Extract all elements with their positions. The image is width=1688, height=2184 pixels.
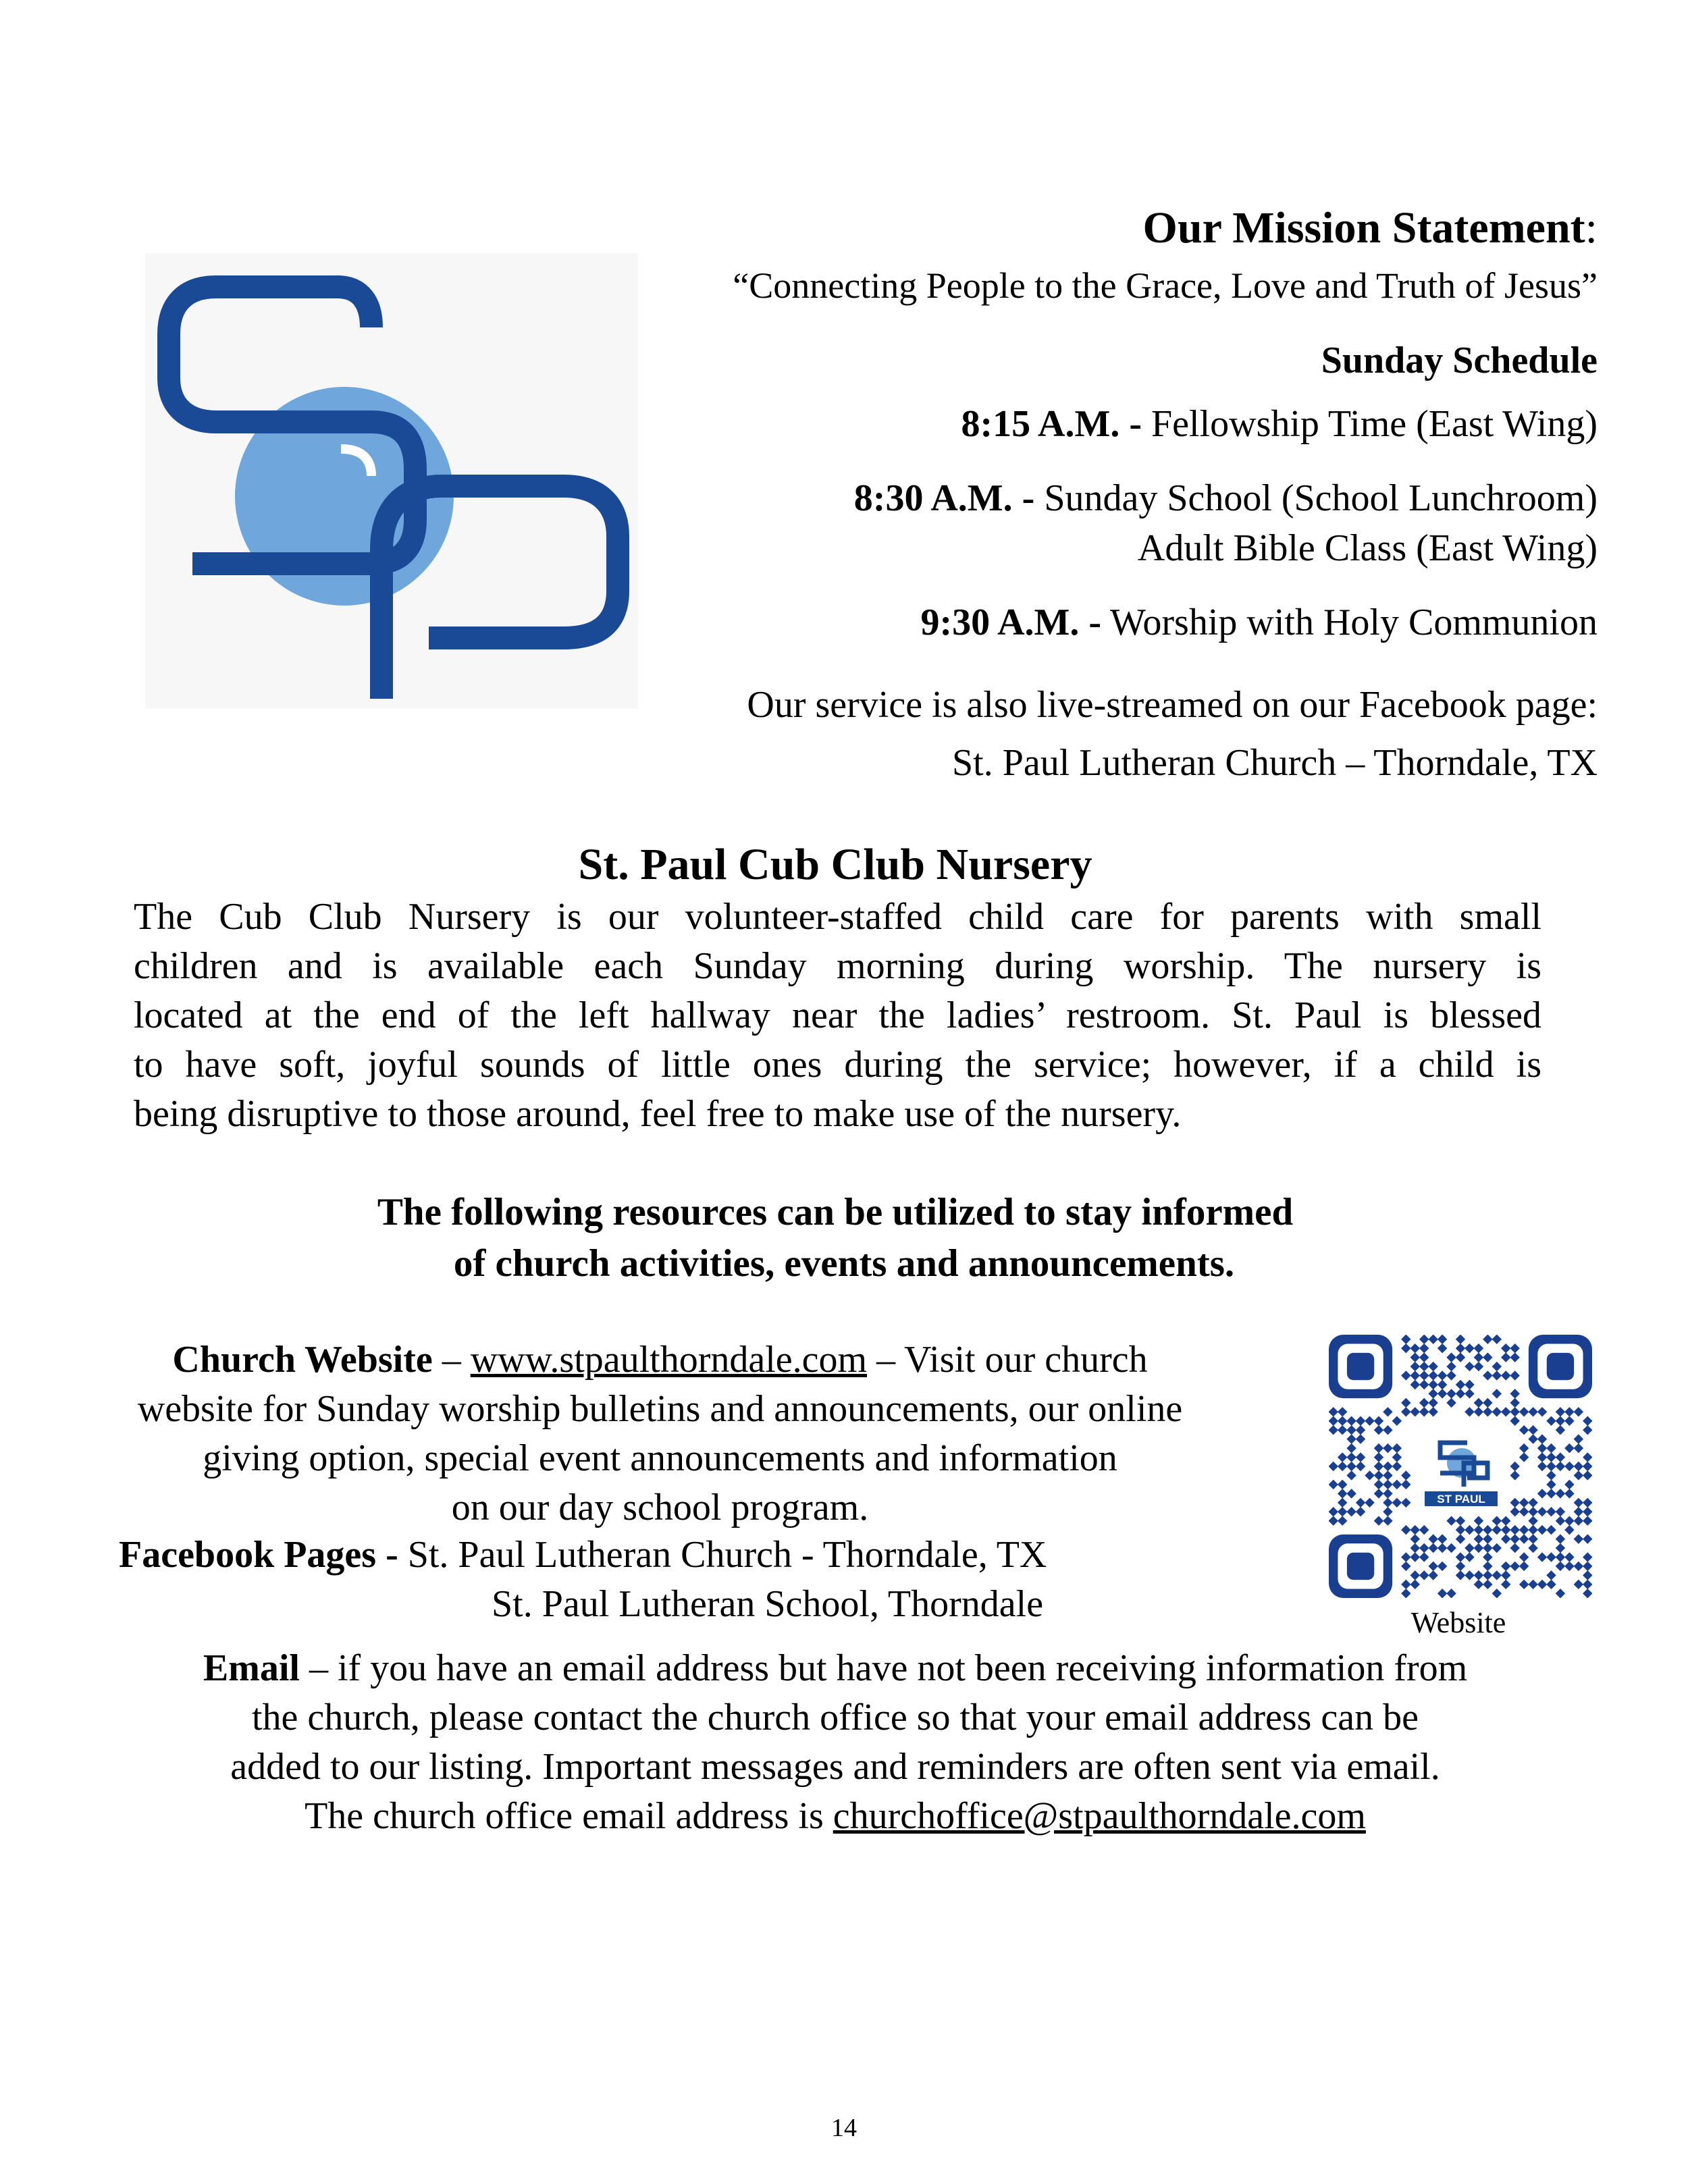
facebook-label: Facebook Pages - [119,1534,398,1576]
nursery-title: St. Paul Cub Club Nursery [578,840,1092,889]
facebook-page: St. Paul Lutheran School, Thorndale [492,1583,1044,1625]
schedule-title: Sunday Schedule [1321,340,1598,381]
resources-heading-line: of church activities, events and announcements. [453,1242,1235,1285]
mission-quote: “Connecting People to the Grace, Love and Truth of Jesus” [733,265,1598,306]
qr-badge-text: ST PAUL [1437,1493,1485,1506]
email-line: the church, please contact the church office so that your email address can be [251,1697,1419,1738]
nursery-line: to have soft, joyful sounds of little ones during the service; however, if a child is [134,1044,1541,1086]
email-link[interactable]: churchoffice@stpaulthorndale.com [833,1795,1366,1837]
nursery-line: The Cub Club Nursery is our volunteer-staffed child care for parents with small [134,896,1541,938]
livestream-page: St. Paul Lutheran Church – Thorndale, TX [952,742,1598,784]
schedule-item: 8:30 A.M. - Sunday School (School Lunchroom) [853,477,1598,519]
email-line: The church office email address is churchoffice@stpaulthorndale.com [305,1795,1366,1837]
nursery-paragraph [134,893,1541,1139]
page-number: 14 [831,2114,857,2142]
website-link[interactable]: www.stpaulthorndale.com [470,1339,868,1381]
email-line: added to our listing. Important messages and reminders are often sent via email. [230,1746,1440,1788]
nursery-line: children and is available each Sunday morning during worship. The nursery is [134,945,1541,987]
schedule-item-continued: Adult Bible Class (East Wing) [1137,527,1598,569]
mission-title: Our Mission Statement [1142,203,1585,252]
website-line: website for Sunday worship bulletins and announcements, our online [137,1388,1183,1430]
nursery-line: being disruptive to those around, feel free to make use of the nursery. [134,1093,1182,1135]
livestream-line: Our service is also live-streamed on our Facebook page: [747,684,1598,726]
qr-caption: Website [1410,1606,1506,1639]
facebook-line [119,1533,1047,1576]
website-line: Church Website – www.stpaulthorndale.com – Visit our church [172,1339,1148,1381]
schedule-item: 8:15 A.M. - Fellowship Time (East Wing) [961,403,1598,445]
mission-colon: : [1585,203,1598,252]
website-label: Church Website [172,1339,433,1381]
schedule-item: 9:30 A.M. - Worship with Holy Communion [920,602,1598,643]
email-line: Email – if you have an email address but have not been receiving information from [203,1647,1468,1689]
website-line: on our day school program. [451,1487,869,1528]
resources-heading-line: The following resources can be utilized to stay informed [377,1191,1294,1233]
st-paul-sp-logo [145,253,638,709]
facebook-page: St. Paul Lutheran Church - Thorndale, TX [398,1534,1047,1576]
website-line: giving option, special event announcements and information [203,1437,1117,1479]
email-label: Email [203,1647,300,1689]
nursery-line: located at the end of the left hallway near the ladies’ restroom. St. Paul is blessed [134,994,1541,1036]
qr-code-icon[interactable] [1329,1335,1592,1598]
